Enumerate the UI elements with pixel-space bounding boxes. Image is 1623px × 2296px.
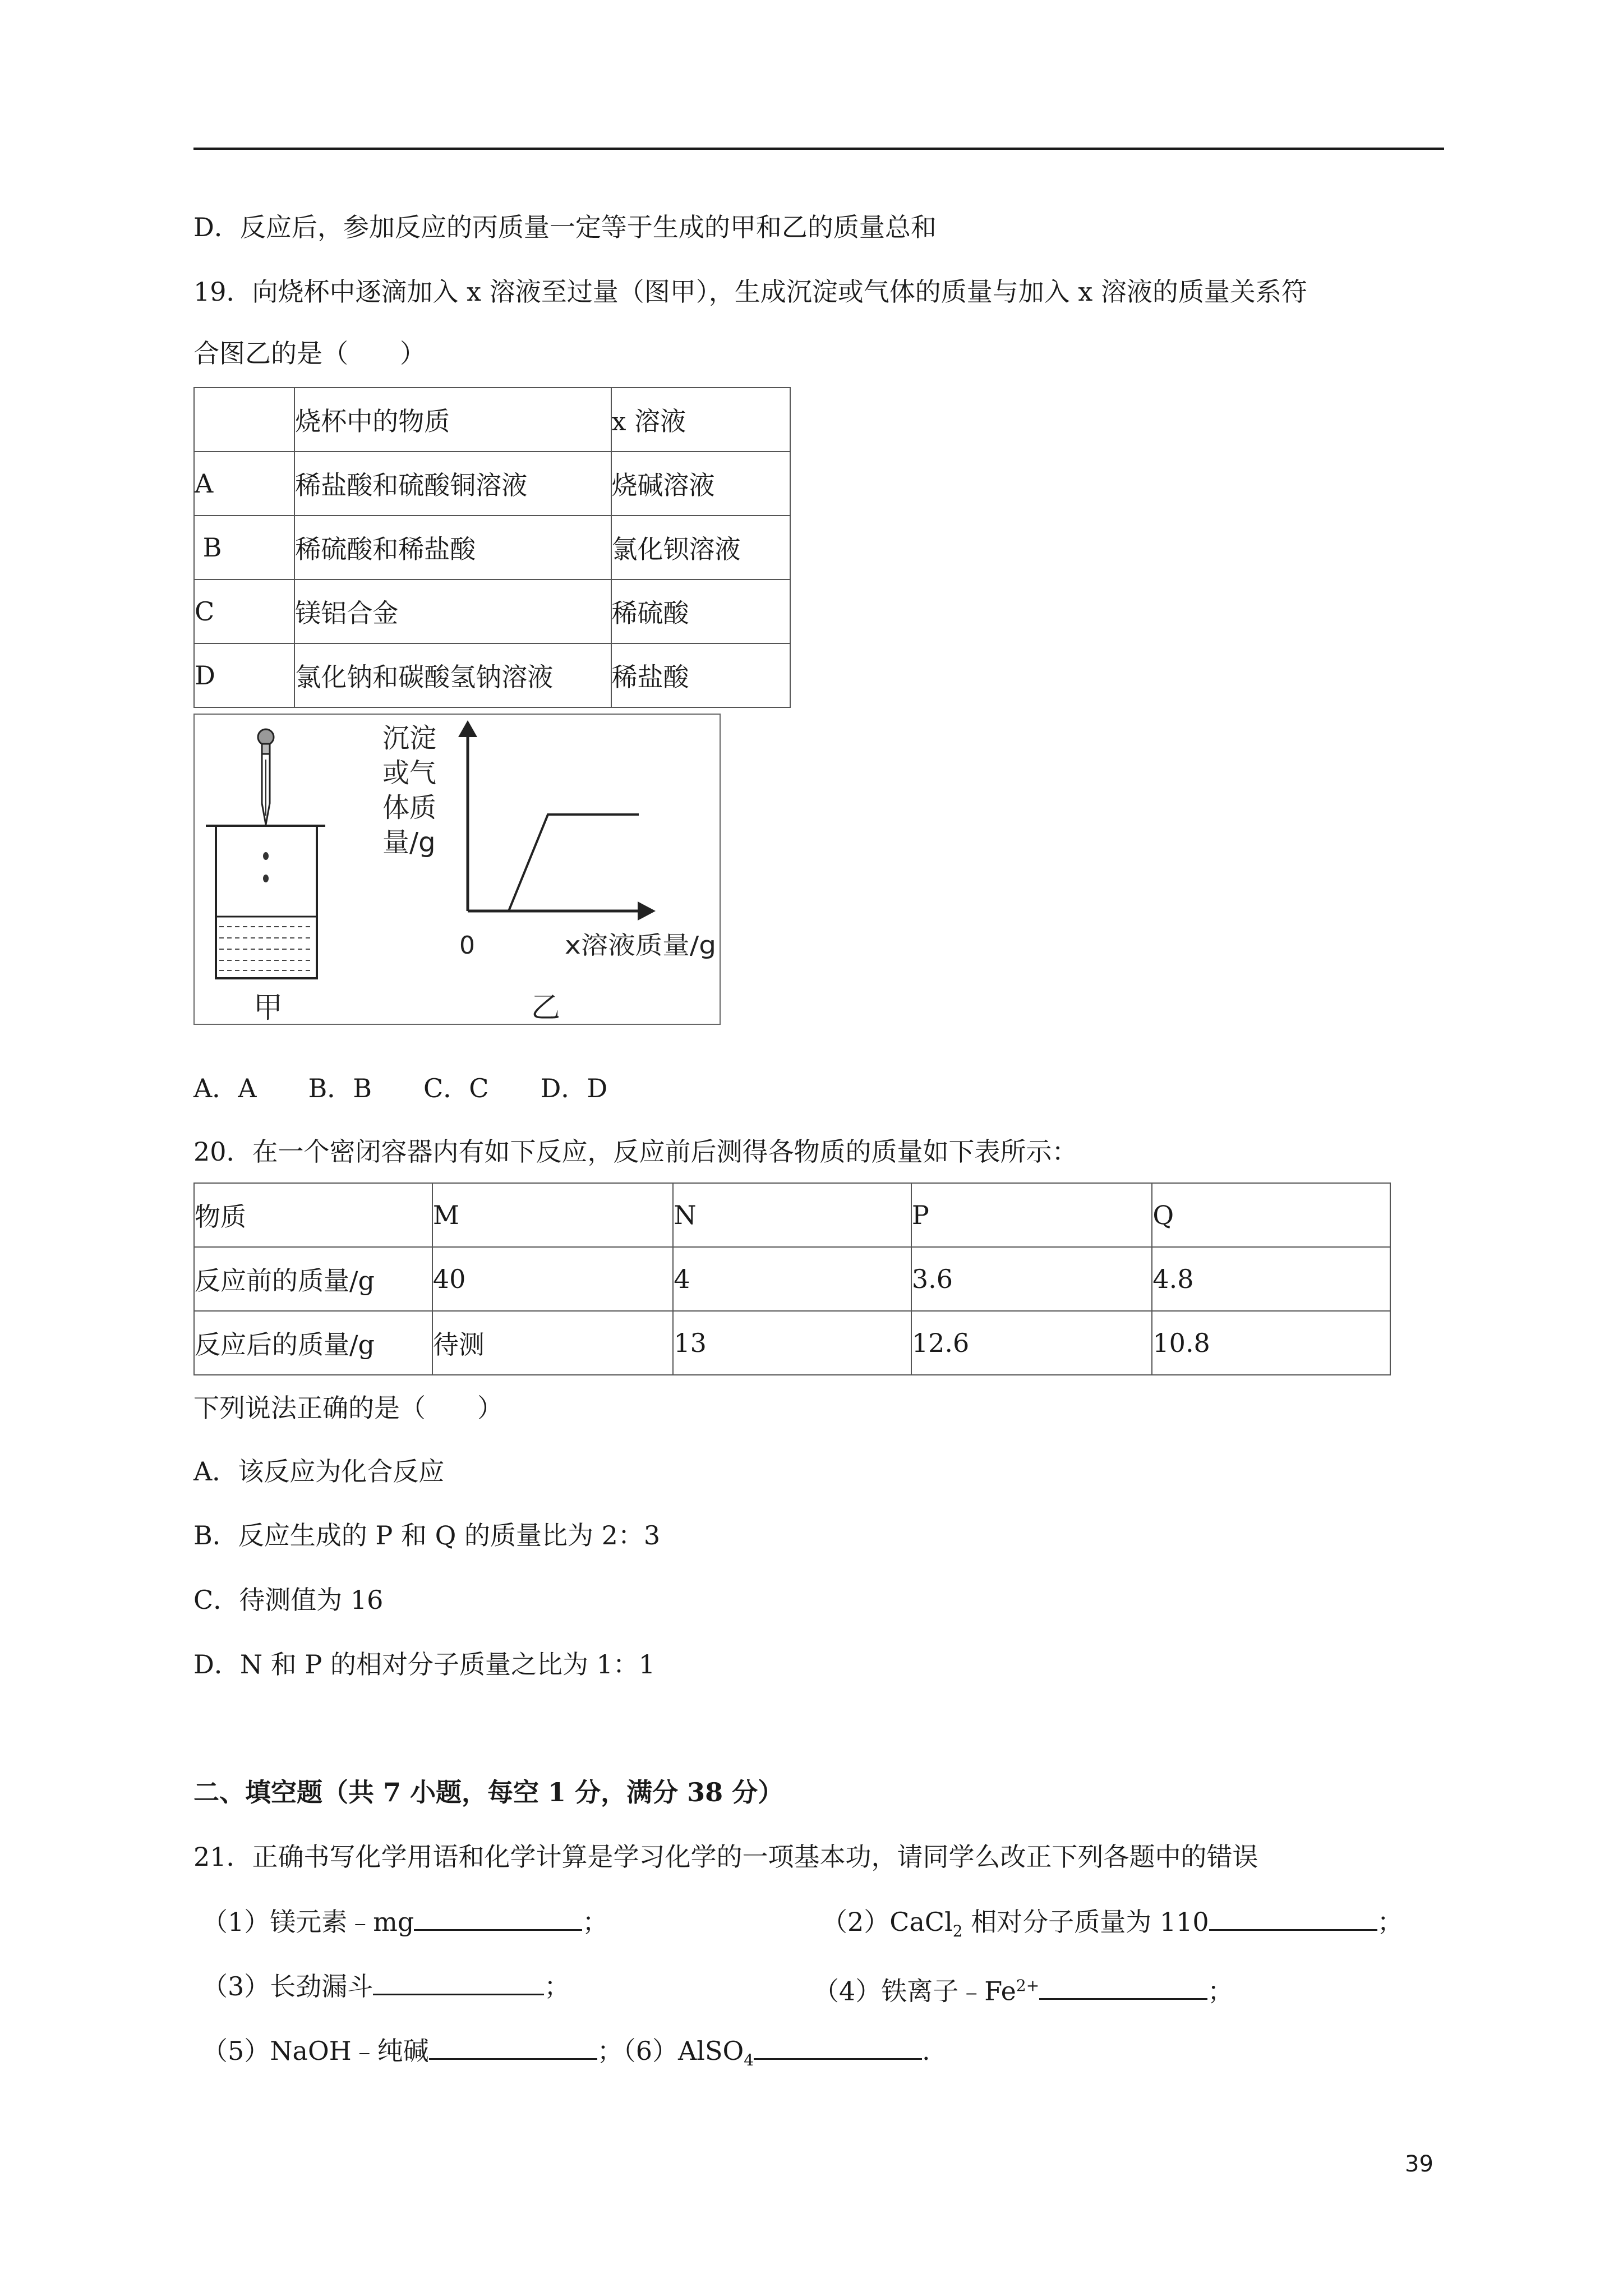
item-label: （5）NaOH﹣纯碱 bbox=[202, 2036, 429, 2066]
table-cell: P bbox=[911, 1183, 1152, 1247]
q19-figure bbox=[193, 714, 721, 1025]
item-label: （1）镁元素﹣mg bbox=[202, 1907, 414, 1937]
table-cell: 稀盐酸和硫酸铜溶液 bbox=[294, 452, 611, 516]
graph-ylabel-line: 沉淀 bbox=[382, 723, 437, 754]
table-cell: 氯化钡溶液 bbox=[611, 516, 790, 579]
table-cell: N bbox=[673, 1183, 911, 1247]
q19-stem-line2: 合图乙的是（ ） bbox=[193, 338, 426, 369]
table-cell: 反应前的质量/g bbox=[194, 1247, 432, 1311]
table-cell: 10.8 bbox=[1152, 1311, 1390, 1375]
q21-item-5-6 bbox=[202, 2033, 930, 2077]
answer-blank[interactable] bbox=[414, 1904, 582, 1931]
superscript: 2+ bbox=[1016, 1976, 1040, 1995]
q19-table bbox=[193, 387, 791, 708]
table-cell: 稀硫酸 bbox=[611, 579, 790, 643]
q18-option-d: D．反应后，参加反应的丙质量一定等于生成的甲和乙的质量总和 bbox=[193, 212, 937, 242]
q21-stem: 21．正确书写化学用语和化学计算是学习化学的一项基本功，请同学么改正下列各题中的错误 bbox=[193, 1842, 1258, 1872]
section-heading: 二、填空题（共 7 小题，每空 1 分，满分 38 分） bbox=[193, 1777, 784, 1807]
subscript: 2 bbox=[952, 1922, 963, 1941]
table-cell: 物质 bbox=[194, 1183, 432, 1247]
graph-origin-label: 0 bbox=[459, 931, 475, 960]
table-row bbox=[194, 1183, 1390, 1247]
table-cell: 40 bbox=[432, 1247, 674, 1311]
separator: ； bbox=[597, 2036, 623, 2066]
table-cell: 氯化钠和碳酸氢钠溶液 bbox=[294, 643, 611, 707]
table-cell: D bbox=[194, 643, 294, 707]
answer-blank[interactable] bbox=[1209, 1904, 1377, 1931]
header-rule bbox=[193, 148, 1444, 150]
table-cell: 4.8 bbox=[1152, 1247, 1390, 1311]
separator: ； bbox=[1377, 1907, 1403, 1937]
table-cell: 13 bbox=[673, 1311, 911, 1375]
answer-blank[interactable] bbox=[429, 2033, 597, 2060]
answer-blank[interactable] bbox=[373, 1969, 544, 1995]
subscript: 4 bbox=[744, 2051, 754, 2070]
table-row bbox=[194, 388, 790, 452]
table-row bbox=[194, 516, 790, 579]
separator: ； bbox=[582, 1907, 608, 1937]
table-row bbox=[194, 643, 790, 707]
graph-ylabel-line: 量/g bbox=[382, 827, 436, 858]
table-cell: A bbox=[194, 452, 294, 516]
q21-item-2 bbox=[822, 1904, 1403, 1948]
graph-xlabel: x溶液质量/g bbox=[565, 931, 716, 960]
table-cell: 12.6 bbox=[911, 1311, 1152, 1375]
q21-item-4 bbox=[813, 1969, 1233, 2008]
item-label: （3）长劲漏斗 bbox=[202, 1971, 374, 2001]
table-cell bbox=[194, 388, 294, 452]
table-cell: M bbox=[432, 1183, 674, 1247]
q20-option-b: B．反应生成的 P 和 Q 的质量比为 2：3 bbox=[193, 1520, 661, 1550]
q20-question: 下列说法正确的是（ ） bbox=[193, 1393, 503, 1423]
graph-curve bbox=[509, 815, 639, 911]
table-cell: C bbox=[194, 579, 294, 643]
table-cell: 4 bbox=[673, 1247, 911, 1311]
figure-caption-left: 甲 bbox=[253, 991, 283, 1024]
table-cell: 反应后的质量/g bbox=[194, 1311, 432, 1375]
figure-caption-right: 乙 bbox=[531, 991, 561, 1024]
table-cell: x 溶液 bbox=[611, 388, 790, 452]
drop-icon bbox=[263, 852, 269, 882]
item-label: 相对分子质量为 110 bbox=[962, 1907, 1209, 1937]
table-cell: 稀盐酸 bbox=[611, 643, 790, 707]
q21-item-3 bbox=[202, 1969, 570, 2003]
graph-ylabel-line: 或气 bbox=[382, 757, 437, 789]
beaker-icon bbox=[206, 826, 325, 978]
table-cell: 烧杯中的物质 bbox=[294, 388, 611, 452]
q20-option-d: D．N 和 P 的相对分子质量之比为 1：1 bbox=[193, 1649, 656, 1680]
table-row bbox=[194, 452, 790, 516]
page-number: 39 bbox=[1405, 2151, 1433, 2177]
q21-item-1 bbox=[202, 1904, 608, 1939]
q19-options: A．A B．B C．C D．D bbox=[193, 1073, 608, 1103]
q20-option-c: C．待测值为 16 bbox=[193, 1585, 384, 1615]
item-label: （2）CaCl bbox=[822, 1907, 953, 1937]
separator: ； bbox=[1207, 1976, 1234, 2007]
separator: . bbox=[922, 2036, 930, 2066]
graph-ylabel-line: 体质 bbox=[382, 792, 437, 823]
separator: ； bbox=[544, 1971, 570, 2001]
table-cell: 稀硫酸和稀盐酸 bbox=[294, 516, 611, 579]
q20-option-a: A．该反应为化合反应 bbox=[193, 1456, 445, 1487]
dropper-icon bbox=[258, 729, 274, 825]
answer-blank[interactable] bbox=[754, 2033, 922, 2060]
q20-table bbox=[193, 1182, 1391, 1375]
table-cell: 烧碱溶液 bbox=[611, 452, 790, 516]
table-row bbox=[194, 1247, 1390, 1311]
table-row bbox=[194, 1311, 1390, 1375]
table-cell: B bbox=[194, 516, 294, 579]
item-label: （6）AlSO bbox=[623, 2036, 744, 2066]
table-cell: 待测 bbox=[432, 1311, 674, 1375]
item-label: （4）铁离子﹣Fe bbox=[813, 1976, 1016, 2007]
table-row bbox=[194, 579, 790, 643]
answer-blank[interactable] bbox=[1039, 1973, 1207, 2000]
table-cell: 镁铝合金 bbox=[294, 579, 611, 643]
graph-axes bbox=[458, 720, 656, 921]
table-cell: 3.6 bbox=[911, 1247, 1152, 1311]
q20-stem: 20．在一个密闭容器内有如下反应，反应前后测得各物质的质量如下表所示： bbox=[193, 1137, 1078, 1167]
q19-stem-line1: 19．向烧杯中逐滴加入 x 溶液至过量（图甲），生成沉淀或气体的质量与加入 x 溶液的质量关系符 bbox=[193, 277, 1307, 307]
table-cell: Q bbox=[1152, 1183, 1390, 1247]
